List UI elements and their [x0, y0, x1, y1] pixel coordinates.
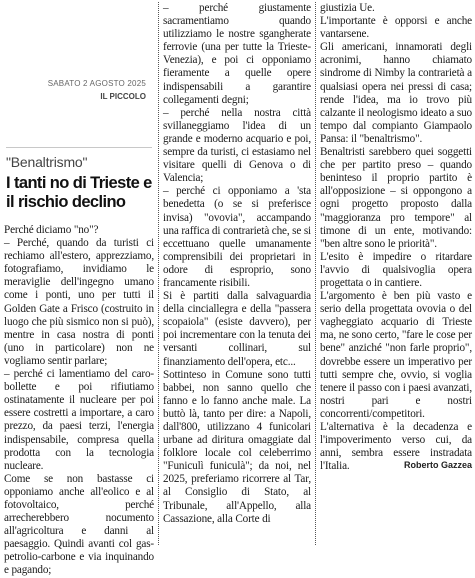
- paragraph: L'argomento è ben più vasto e serio della progettata ovovia o del vagheggiato acquario di Trieste ma, ne sono certo, "fare le cose per bene" anziché "non farle proprio", dovrebbe essere un imperativo per tutti sempre che, ovvio, si voglia tenere il passo con i paesi avanzati, nostri pari e nostri concorrenti/competitori.: [320, 290, 472, 420]
- paragraph: giustizia Ue.: [320, 2, 375, 14]
- column-divider-right: [315, 2, 316, 545]
- article-kicker: "Benaltrismo": [6, 147, 152, 170]
- newspaper-name: IL PICCOLO: [100, 92, 146, 101]
- paragraph: – perché ci opponiamo a 'sta benedetta (o se si preferisce invisa) "ovovia", accampando una raffica di contrarietà che, se si eccettuano quelle umanamente comprensibili dei proprietari in odore di esproprio, sono francamente risibili.: [163, 185, 311, 289]
- paragraph: – perché giustamente sacramentiamo quando utilizziamo le nostre sgangherate ferrovie (una per tutte la Trieste-Venezia), e poi ci opponiamo fieramente a quelle opere indispensabili a garantire collegamenti degni;: [163, 2, 311, 106]
- article-body-column-2: [163, 2, 311, 526]
- paragraph: Come se non bastasse ci opponiamo anche all'eolico e al fotovoltaico, perché arrecherebbero nocumento all'agricoltura e danni al paesaggio. Quindi avanti col gas-petrolio-carbone e via inquinando e pagando;: [4, 472, 154, 577]
- paragraph: Sottinteso in Comune sono tutti babbei, non sanno quello che fanno e lo fanno anche male. La buttò là, tanto per dire: a Napoli, dall'800, utilizzano 4 funicolari urbane ad diritura omaggiate dal folklore locale col celeberrimo "Funiculì funiculà"; da noi, nel 2025, preferiamo ricorrere al Tar, al Consiglio di Stato, al Tribunale, all'Appello, alla Cassazione, alla Corte di: [163, 368, 311, 525]
- paragraph: Benaltristi sarebbero quei soggetti che per partito preso – quando beninteso il proprio partito è all'opposizione – si oppongono a ogni progetto proposto dalla "maggioranza pro tempore" al timone di un ente, motivando: "ben altre sono le priorità".: [320, 146, 472, 250]
- paragraph: – Perché, quando da turisti ci rechiamo all'estero, apprezziamo, fotografiamo, invidiamo le meraviglie dell'ingegno umano come i ponti, uno per tutti il Golden Gate a Frisco (costruito in luogo che più sismico non si può), mentre in casa nostra di ponti (uno in particolare) non ne vogliamo sentir parlare;: [4, 237, 154, 367]
- article-column-2: [163, 0, 311, 547]
- publication-meta: [48, 77, 146, 103]
- article-author: Roberto Gazzea: [403, 460, 472, 471]
- publication-date: SABATO 2 AGOSTO 2025: [47, 79, 146, 88]
- paragraph: L'esito è impedire o ritardare l'avvio di qualsivoglia opera progettata o in cantiere.: [320, 250, 472, 289]
- article-headline: I tanti no di Trieste e il rischio declino: [6, 174, 152, 211]
- column-divider-left: [158, 2, 159, 545]
- article-column-3: [320, 0, 472, 547]
- paragraph: Gli americani, innamorati degli acronimi, hanno chiamato sindrome di Nimby la contrarietà a qualsiasi opera nei pressi di casa; rende l'idea, ma io trovo più calzante il neologismo ideato a suo tempo dal compianto Giampaolo Pansa: il "benaltrismo".: [320, 41, 472, 145]
- paragraph: L'importante è opporsi e anche vantarsene.: [320, 15, 472, 41]
- article-column-1: [4, 0, 154, 577]
- paragraph: – perché nella nostra città svillaneggiamo l'idea di un grande e moderno acquario e poi, sempre da turisti, ci estasiamo nel visitare quelli di Genova o di Valencia;: [163, 106, 311, 185]
- paragraph: Perché diciamo "no"?: [4, 224, 99, 236]
- article-body-column-3: [320, 2, 472, 473]
- article-body-column-1: [4, 224, 154, 578]
- paragraph: Si è partiti dalla salvaguardia della cinciallegra e della "passera scopaiola" (esiste davvero), per poi incrementare con la tenuta dei versanti collinari, sul finanziamento dell'opera, etc...: [163, 290, 311, 368]
- paragraph: – perché ci lamentiamo del caro-bollette e poi rifiutiamo ostinatamente il nucleare per poi essere costretti a importare, a caro prezzo, da paesi terzi, l'energia indispensabile, compresa quella prodotta con la tecnologia nucleare.: [4, 368, 154, 472]
- paragraph: L'alternativa è la decadenza e l'impoverimento verso cui, da anni, sembra essere instradata l'Italia.: [320, 421, 472, 473]
